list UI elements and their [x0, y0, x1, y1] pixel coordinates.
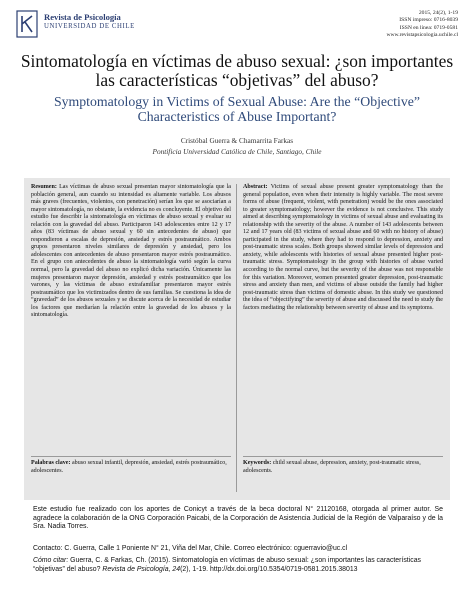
citation — [33, 557, 443, 574]
abstract-spanish-text: Las víctimas de abuso sexual presentan mayor sintomatología que la población general, aun cuando su intensidad es altamente variable. Los abusos más graves (frecuentes, violentos, con penetración) serían los que se asociarían a mayor sintomatología, no obstante, la evidencia no es concluyente. El objetivo del estudio fue describir la sintomatología en víctimas de abuso sexual y evaluar su relación con la gravedad del abuso. Participaron 143 adolescentes entre 12 y 17 años (83 víctimas de abuso sexual y 60 sin antecedentes de abuso) que respondieron a escalas de depresión, ansiedad y estrés postraumático. Ambos grupos presentaron niveles similares de depresión y ansiedad, pero los adolescentes con antecedentes de abuso presentaron mayor estrés postraumático. En el grupo con antecedentes de abuso la sintomatología varió según la curva normal, pero la gravedad del abuso no explicó dicha variación. Únicamente las mujeres presentaron mayor depresión, ansiedad y estrés postraumático que los varones, y las víctimas de abuso extrafamiliar presentaron mayor estrés postraumático que los victimizados dentro de sus familias. Se cuestiona la idea de “gravedad” de los abusos sexuales y se discute acerca de la necesidad de estudiar los factores que mediarían la relación entre la gravedad de los abusos y la sintomatología. — [31, 184, 231, 319]
keywords-divider-spanish — [31, 456, 231, 457]
meta-issn-online: ISSN en línea: 0719-0581 — [399, 24, 458, 31]
university-name: UNIVERSIDAD DE CHILE — [44, 23, 135, 30]
affiliation: Pontificia Universidad Católica de Chile, Santiago, Chile — [152, 147, 322, 156]
funding-note: Este estudio fue realizado con los aportes de Conicyt a través de la beca doctoral N° 21120168, otorgada al primer autor. Se agradece la colaboración de la ONG Corporación Paicabi, de la Corporación de Asistencia Judicial de la Región de Valparaíso y de la Sra. Nadia Torres. — [33, 506, 443, 531]
abstract-spanish-label: Resumen: — [31, 184, 57, 190]
citation-journal: Revista de Psicología, 24 — [102, 565, 181, 573]
abstract-english — [243, 184, 443, 312]
publication-meta — [386, 10, 458, 39]
keywords-english — [243, 460, 443, 475]
keywords-english-text: child sexual abuse, depression, anxiety, post-traumatic stress, adolescents. — [243, 460, 421, 474]
meta-website-link[interactable]: www.revistapsicologia.uchile.cl — [386, 31, 458, 38]
keywords-english-label: Keywords: — [243, 460, 272, 466]
citation-issue: (2), 1-19. — [180, 565, 209, 573]
meta-issn-print: ISSN impreso: 0716-8039 — [399, 17, 458, 24]
title-spanish: Sintomatología en víctimas de abuso sexual: ¿son importantes las características “objetivas” del abuso? — [20, 51, 454, 90]
citation-authors: Guerra, C. & Farkas, Ch. (2015). Sintomatología en víctimas de abuso sexual: ¿son importantes las características “objetivas” del abuso? — [33, 557, 421, 573]
abstract-english-label: Abstract: — [243, 184, 268, 190]
citation-doi-link[interactable]: http://dx.doi.org/10.5354/0719-0581.2015.38013 — [210, 565, 358, 573]
contact-info: Contacto: C. Guerra, Calle 1 Poniente N° 21, Viña del Mar, Chile. Correo electrónico: cguerravio@uc.cl — [33, 545, 348, 552]
keywords-spanish-label: Palabras clave: — [31, 460, 71, 466]
keywords-spanish-text: abuso sexual infantil, depresión, ansiedad, estrés postraumático, adolescentes. — [31, 460, 227, 474]
keywords-divider-english — [243, 456, 443, 457]
abstract-english-text: Victims of sexual abuse present greater symptomatology than the general population, even when their intensity is highly variable. The most severe forms of abuse (frequent, violent, with penetration) would be the ones associated to greater symptomatology; however the evidence is not conclusive. This study aimed at describing symptomatology in victims of sexual abuse and evaluating its relationship with the severity of the abuse. A number of 143 adolescents between 12 and 17 years old (83 victims of sexual abuse and 60 with no history of abuse) participated in the study, where they had to respond to depression, anxiety and post-traumatic stress scales. Both groups showed similar levels of depression and anxiety, while adolescents with histories of sexual abuse presented higher post-traumatic stress. Symptomatology in the group with histories of abuse varied according to the normal curve, but the severity of the abuse was not responsible for this variation. Moreover, women presented greater depression, post-traumatic stress and anxiety than men, and victims of abuse outside the family had higher post-traumatic stress than victims of domestic abuse. In this study we questioned the idea of “objectifying” the severity of abuse and discussed the need to study the factors mediating the relationship between severity of abuse and its symptoms. — [243, 184, 443, 311]
abstract-box — [24, 178, 450, 500]
citation-label: Cómo citar: — [33, 557, 69, 564]
keywords-spanish — [31, 460, 231, 475]
journal-header — [16, 10, 458, 44]
abstract-spanish — [31, 184, 231, 320]
authors: Cristóbal Guerra & Chamarrita Farkas — [180, 136, 294, 145]
meta-volume: 2015, 24(2), 1-19 — [418, 10, 458, 16]
column-divider — [236, 184, 237, 492]
title-english: Symptomatology in Victims of Sexual Abuse: Are the “Objective” Characteristics of Abuse Important? — [53, 94, 420, 124]
journal-name: Revista de Psicología — [44, 12, 121, 22]
journal-logo-icon — [16, 10, 38, 38]
